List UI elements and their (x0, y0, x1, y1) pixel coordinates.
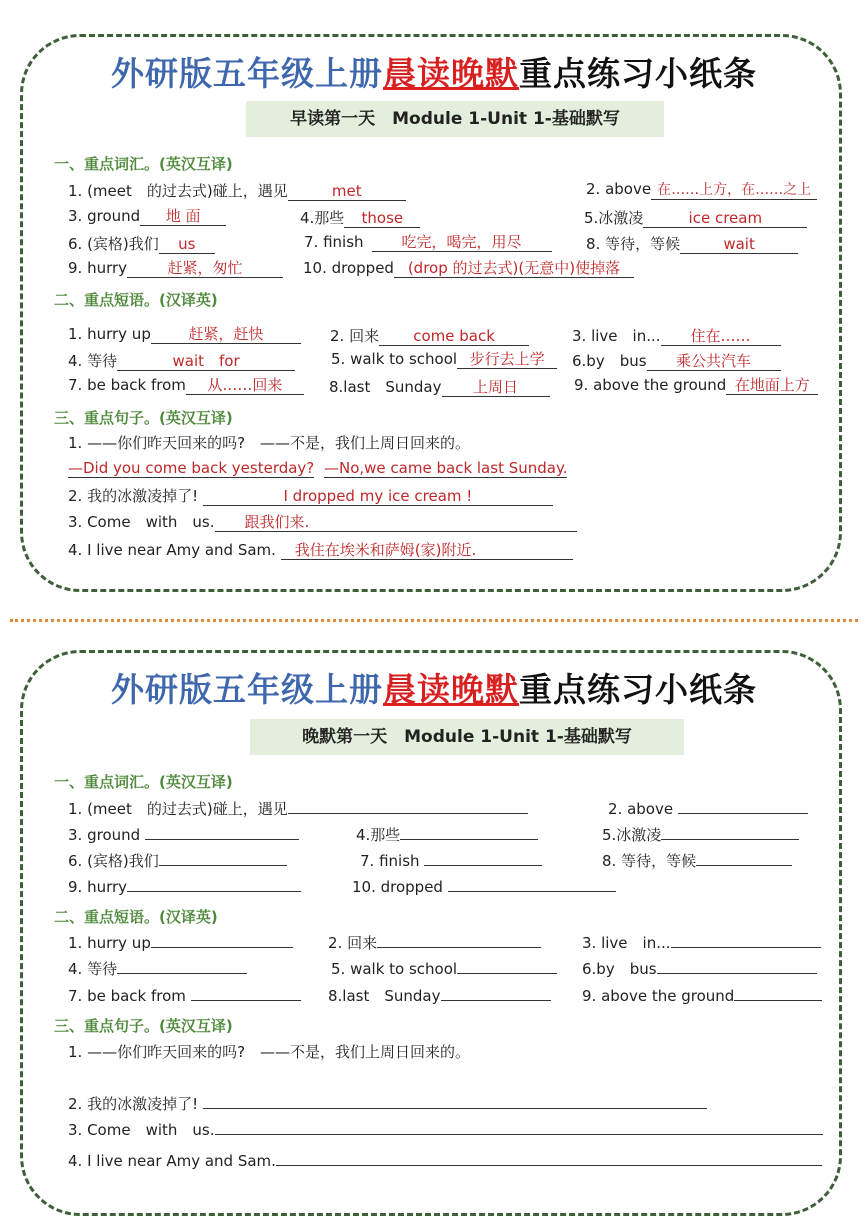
sentence-item: 3. Come with us. (68, 1119, 823, 1140)
vocab-item: 7. finish 吃完，喝完，用尽 (304, 233, 552, 252)
card1-section-sentences: 三、重点句子。(英汉互译) (54, 409, 233, 427)
answer: met (288, 182, 406, 201)
vocab-item: 6. (宾格)我们 (68, 850, 287, 871)
answer: 步行去上学 (457, 350, 557, 369)
blank-line[interactable] (288, 798, 528, 814)
vocab-item: 9. hurry 赶紧，匆忙 (68, 259, 283, 278)
title-part1: 外研版五年级上册 (111, 670, 383, 709)
phrase-item: 3. live in... (582, 932, 821, 953)
vocab-item: 2. above (608, 798, 808, 818)
answer: 地 面 (140, 207, 226, 226)
blank-line[interactable] (657, 958, 817, 974)
phrase-item: 9. above the ground (582, 985, 822, 1005)
blank-line[interactable] (151, 932, 293, 948)
vocab-item: 10. dropped (drop 的过去式)(无意中)使掉落 (303, 259, 634, 278)
title-part2: 晨读晚默 (383, 54, 519, 93)
answer: ice cream (643, 209, 807, 228)
title-part2: 晨读晚默 (383, 670, 519, 709)
answer: us (159, 235, 215, 254)
sentence-item: 3. Come with us. 跟我们来. (68, 511, 577, 532)
answer: wait (680, 235, 798, 254)
vocab-item: 5.冰激凌 ice cream (584, 207, 807, 228)
answer: 赶紧，赶快 (151, 325, 301, 344)
vocab-item: 2. above 在……上方，在……之上 (586, 180, 817, 200)
vocab-item: 3. ground 地 面 (68, 207, 226, 226)
phrase-item: 2. 回来 come back (330, 325, 529, 346)
vocab-item: 8. 等待，等候 wait (586, 233, 798, 254)
blank-line[interactable] (457, 958, 557, 974)
blank-line[interactable] (661, 824, 799, 840)
phrase-item: 1. hurry up 赶紧，赶快 (68, 325, 301, 344)
phrase-item: 8.last Sunday 上周日 (329, 376, 550, 397)
answer: 在……上方，在……之上 (651, 181, 817, 200)
page-title-2 (0, 664, 868, 711)
blank-line[interactable] (734, 985, 822, 1001)
vocab-item: 5.冰激凌 (602, 824, 799, 845)
sentence-item: 2. 我的冰激凌掉了! I dropped my ice cream ! (68, 485, 553, 506)
vocab-item: 1. (meet 的过去式)碰上，遇见 (68, 798, 528, 819)
blank-line[interactable] (678, 798, 808, 814)
phrase-item: 7. be back from 从……回来 (68, 376, 304, 395)
blank-line[interactable] (203, 1093, 707, 1109)
phrase-item: 6.by bus 乘公共汽车 (572, 350, 781, 371)
sentence-answer: —No,we came back last Sunday. (324, 459, 568, 477)
blank-line[interactable] (448, 876, 616, 892)
card1-section-phrases: 二、重点短语。(汉译英) (54, 291, 218, 309)
phrase-item: 7. be back from (68, 985, 301, 1005)
vocab-item: 7. finish (360, 850, 542, 870)
blank-line[interactable] (145, 824, 299, 840)
phrase-item: 9. above the ground 在地面上方 (574, 376, 818, 395)
answer: 吃完，喝完，用尽 (372, 233, 552, 252)
vocab-item: 4.那些 those (300, 207, 420, 228)
blank-line[interactable] (127, 876, 301, 892)
blank-line[interactable] (696, 850, 792, 866)
vocab-item: 10. dropped (352, 876, 616, 896)
card1-subtitle: 早读第一天 Module 1-Unit 1-基础默写 (246, 101, 664, 137)
sentence-item: 4. I live near Amy and Sam. (68, 1150, 822, 1170)
sentence-question: 1. ——你们昨天回来的吗? ——不是，我们上周日回来的。 (68, 1043, 471, 1061)
answer: 乘公共汽车 (647, 352, 781, 371)
answer: 从……回来 (186, 376, 304, 395)
answer: (drop 的过去式)(无意中)使掉落 (394, 259, 634, 278)
vocab-item: 8. 等待，等候 (602, 850, 792, 871)
answer: 跟我们来. (215, 513, 577, 532)
answer: wait for (117, 352, 295, 371)
vocab-item: 6. (宾格)我们 us (68, 233, 215, 254)
card2-section-sentences: 三、重点句子。(英汉互译) (54, 1017, 233, 1035)
title-part3: 重点练习小纸条 (519, 670, 757, 709)
sentence-item: 2. 我的冰激凌掉了! (68, 1093, 707, 1114)
phrase-item: 5. walk to school (331, 958, 557, 978)
cut-line (10, 619, 858, 622)
blank-line[interactable] (424, 850, 542, 866)
blank-line[interactable] (400, 824, 538, 840)
vocab-item: 4.那些 (356, 824, 538, 845)
blank-line[interactable] (215, 1119, 823, 1135)
answer: 住在…… (661, 327, 781, 346)
sentence-answer: —Did you come back yesterday? (68, 459, 315, 477)
phrase-item: 3. live in... 住在…… (572, 325, 781, 346)
answer: come back (379, 327, 529, 346)
answer: 上周日 (442, 378, 550, 397)
blank-line[interactable] (191, 985, 301, 1001)
blank-line[interactable] (377, 932, 541, 948)
answer: 在地面上方 (726, 376, 818, 395)
blank-line[interactable] (671, 932, 821, 948)
blank-line[interactable] (276, 1150, 822, 1166)
phrase-item: 4. 等待 (68, 958, 247, 979)
vocab-item: 1. (meet 的过去式)碰上，遇见 met (68, 180, 406, 201)
phrase-item: 1. hurry up (68, 932, 293, 952)
answer: I dropped my ice cream ! (203, 487, 553, 506)
card2-subtitle: 晚默第一天 Module 1-Unit 1-基础默写 (250, 719, 684, 755)
sentence-item: 4. I live near Amy and Sam. 我住在埃米和萨姆(家)附近. (68, 541, 573, 560)
page-title (0, 48, 868, 95)
blank-line[interactable] (117, 958, 247, 974)
answer: 赶紧，匆忙 (127, 259, 283, 278)
card1-section-vocab: 一、重点词汇。(英汉互译) (54, 155, 233, 173)
card2-section-vocab: 一、重点词汇。(英汉互译) (54, 773, 233, 791)
vocab-item: 9. hurry (68, 876, 301, 896)
title-part1: 外研版五年级上册 (111, 54, 383, 93)
phrase-item: 8.last Sunday (328, 985, 551, 1006)
answer: those (344, 209, 420, 228)
blank-line[interactable] (159, 850, 287, 866)
title-part3: 重点练习小纸条 (519, 54, 757, 93)
phrase-item: 4. 等待 wait for (68, 350, 295, 371)
sentence-question: 1. ——你们昨天回来的吗? ——不是，我们上周日回来的。 (68, 434, 471, 452)
phrase-item: 2. 回来 (328, 932, 541, 953)
blank-line[interactable] (441, 985, 551, 1001)
answer: 我住在埃米和萨姆(家)附近. (281, 541, 573, 560)
vocab-item: 3. ground (68, 824, 299, 844)
card2-section-phrases: 二、重点短语。(汉译英) (54, 908, 218, 926)
phrase-item: 6.by bus (582, 958, 817, 979)
phrase-item: 5. walk to school 步行去上学 (331, 350, 557, 369)
